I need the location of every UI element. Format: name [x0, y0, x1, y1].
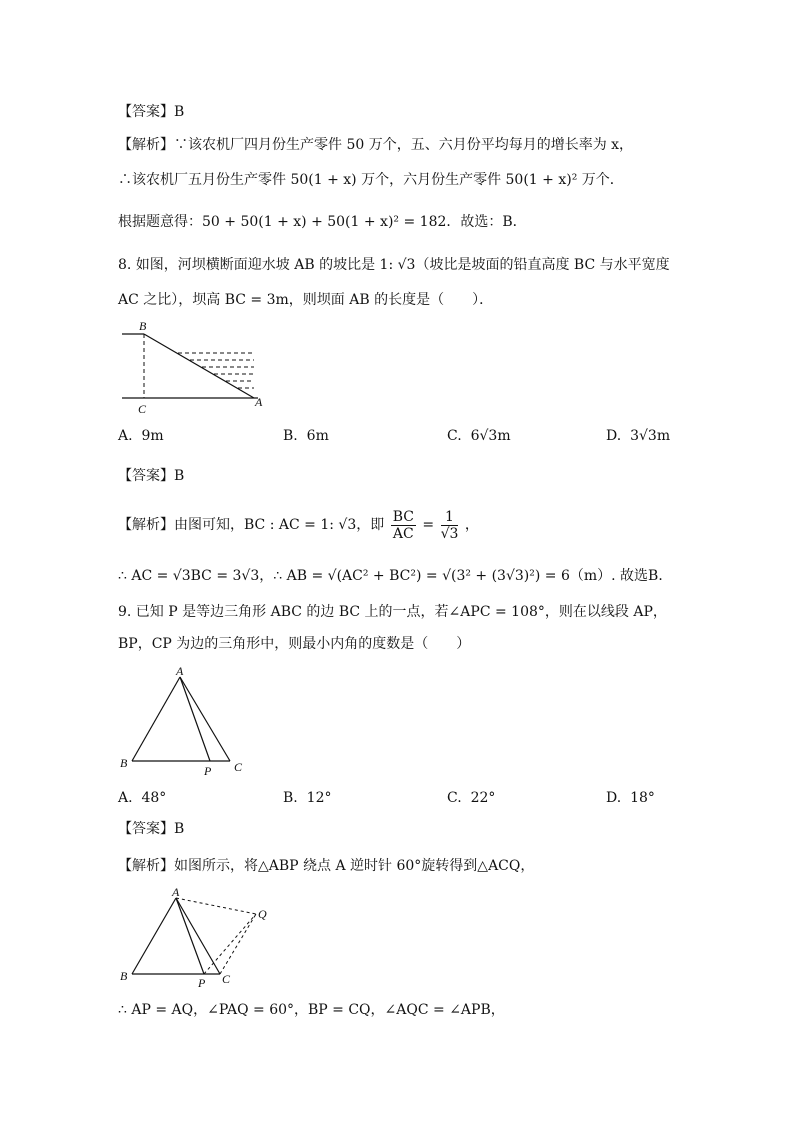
q9-option-c: C. 22°	[447, 790, 496, 806]
q7-answer: 【答案】B	[118, 104, 185, 120]
q9-answer: 【答案】B	[118, 821, 185, 837]
label-a: A	[255, 395, 263, 409]
label-b: B	[120, 756, 128, 770]
q9-triangle-figure	[118, 665, 258, 780]
q9-option-d: D. 18°	[606, 790, 655, 806]
q9-option-b: B. 12°	[283, 790, 332, 806]
q9-analysis-line-2: ∴ AP = AQ，∠PAQ = 60°，BP = CQ，∠AQC = ∠APB，	[118, 1002, 505, 1018]
q7-analysis-line-1: 【解析】∵该农机厂四月份生产零件 50 万个，五、六月份平均每月的增长率为 x，	[118, 137, 634, 153]
q8-stem-line-1: 8. 如图，河坝横断面迎水坡 AB 的坡比是 1: √3（坡比是坡面的铅直高度 BC 与水平宽度	[118, 257, 670, 273]
label-c: C	[222, 972, 231, 986]
q8-option-a: A. 9m	[118, 428, 164, 444]
segment-aq	[176, 898, 256, 914]
fraction-1-root3: $\frac{1}{√3}$	[440, 508, 459, 542]
q8-analysis-line-2: ∴ AC = √3BC = 3√3，∴ AB = √(AC² + BC²) = √(3² + (3√3)²) = 6（m）. 故选B．	[118, 568, 673, 584]
segment-pq	[204, 914, 256, 974]
q8-analysis-line-1: 【解析】由图可知，BC : AC = 1: √3，即 $\frac{BC}{AC}$ = $\frac{1}{√3}$ ，	[118, 508, 479, 542]
label-q: Q	[258, 907, 267, 921]
q8-stem-line-2: AC 之比），坝高 BC = 3m，则坝面 AB 的长度是（ ）．	[118, 292, 494, 308]
q8-dam-figure	[118, 318, 278, 418]
q9-rotation-figure	[118, 884, 278, 989]
q7-analysis-line-2: ∴该农机厂五月份生产零件 50(1 + x) 万个，六月份生产零件 50(1 + x)² 万个．	[118, 172, 624, 188]
label-b: B	[139, 319, 147, 333]
q9-stem-line-1: 9. 已知 P 是等边三角形 ABC 的边 BC 上的一点，若∠APC = 108°，则在以线段 AP，	[118, 604, 667, 620]
segment-cq	[220, 914, 256, 974]
side-ab	[132, 898, 176, 974]
q9-option-a: A. 48°	[118, 790, 167, 806]
q9-stem-line-2: BP，CP 为边的三角形中，则最小内角的度数是（ ）	[118, 636, 471, 652]
side-ab	[132, 677, 180, 761]
slope-ab	[144, 334, 254, 398]
water-lines	[178, 353, 254, 388]
label-b: B	[120, 969, 128, 983]
label-c: C	[234, 760, 243, 774]
q7-analysis-line-3: 根据题意得：50 + 50(1 + x) + 50(1 + x)² = 182．故选：B．	[118, 214, 527, 230]
q8-option-b: B. 6m	[283, 428, 329, 444]
q8-option-d: D. 3√3m	[606, 428, 671, 444]
label-a: A	[176, 665, 184, 678]
segment-ap	[176, 898, 204, 974]
label-a: A	[172, 885, 180, 899]
q9-analysis-line-1: 【解析】如图所示，将△ABP 绕点 A 逆时针 60°旋转得到△ACQ，	[118, 858, 535, 874]
q8-option-c: C. 6√3m	[447, 428, 511, 444]
label-c: C	[138, 402, 147, 416]
label-p: P	[204, 764, 212, 778]
fraction-bc-ac: $\frac{BC}{AC}$	[392, 508, 414, 542]
q8-answer: 【答案】B	[118, 468, 185, 484]
label-p: P	[198, 976, 206, 989]
